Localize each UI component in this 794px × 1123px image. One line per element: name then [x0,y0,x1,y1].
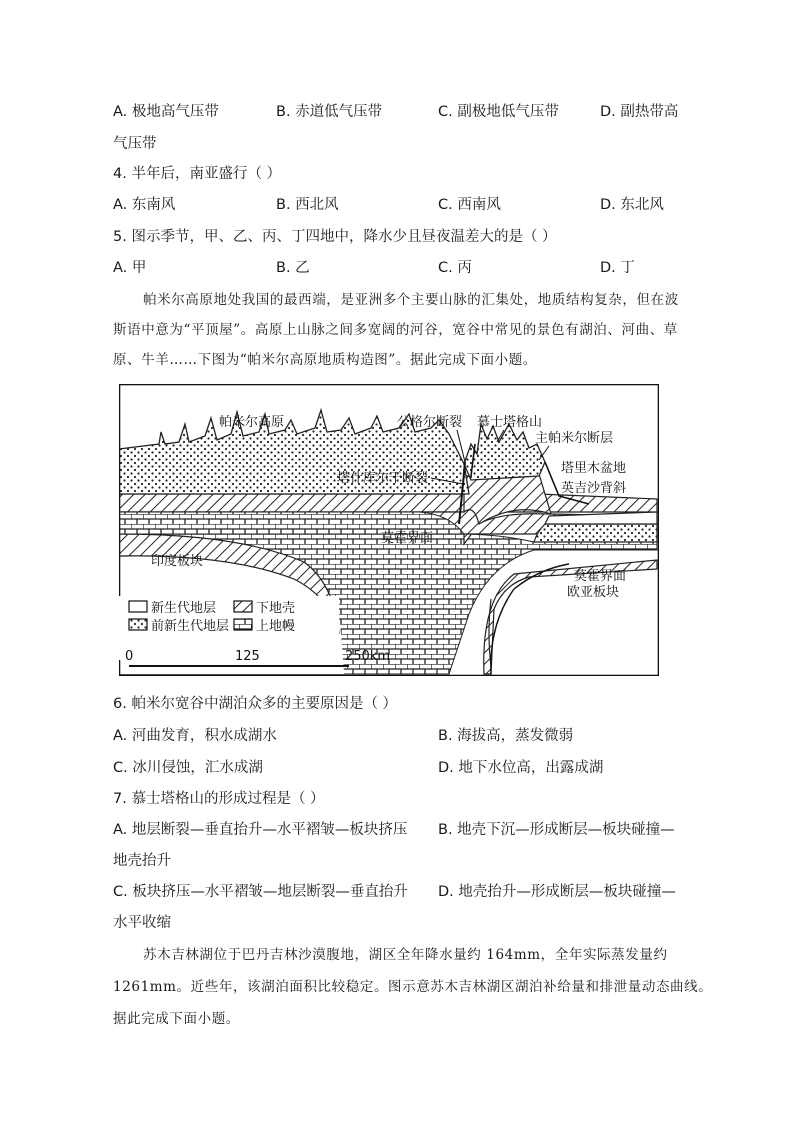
q7-option-b[interactable]: B. 地壳下沉—形成断层—板块碰撞— [438,822,675,838]
label-yingjisha: 英吉沙背斜 [561,481,627,496]
pamir-geology-figure [119,384,659,676]
q4-option-b[interactable]: B. 西北风 [276,197,339,213]
label-moho-2: 莫霍界面 [574,569,627,584]
passage1-line-3: 原、牛羊……下图为“帕米尔高原地质构造图”。据此完成下面小题。 [113,352,537,368]
q7-wrap-a: 地壳抬升 [113,853,171,869]
passage2-line-3: 据此完成下面小题。 [113,1011,240,1027]
q6-option-d[interactable]: D. 地下水位高，出露成湖 [438,760,604,776]
passage2-line-2: 1261mm。近些年，该湖泊面积比较稳定。图示意苏木吉林湖区湖泊补给量和排泄量动态曲线。 [113,979,713,995]
q5-option-b[interactable]: B. 乙 [276,260,310,276]
q4-option-c[interactable]: C. 西南风 [438,197,501,213]
scale-tick-0: 0 [125,649,134,664]
label-main-pamir-fault: 主帕米尔断层 [535,431,614,446]
scale-tick-125: 125 [235,649,260,664]
q3-option-d[interactable]: D. 副热带高 [600,104,679,120]
q7-wrap-c: 水平收缩 [113,915,171,931]
q7-option-d[interactable]: D. 地壳抬升—形成断层—板块碰撞— [438,884,676,900]
q7-option-a[interactable]: A. 地层断裂—垂直抬升—水平褶皱—板块挤压 [113,822,408,838]
label-gongger-fault: 公格尔断裂 [397,415,463,430]
q3-option-c[interactable]: C. 副极地低气压带 [438,104,559,120]
q7-stem: 7. 慕士塔格山的形成过程是（ ） [113,791,325,807]
label-moho-1: 莫霍界面 [381,531,434,546]
q4-option-d[interactable]: D. 东北风 [600,197,664,213]
q6-option-c[interactable]: C. 冰川侵蚀，汇水成湖 [113,760,263,776]
q3-option-d-wrap: 气压带 [113,136,157,152]
label-eurasia-plate: 欧亚板块 [567,585,620,600]
legend-cenozoic: 新生代地层 [151,601,217,616]
q5-stem: 5. 图示季节，甲、乙、丙、丁四地中，降水少且昼夜温差大的是（ ） [113,229,557,245]
q3-option-a[interactable]: A. 极地高气压带 [113,104,219,120]
legend-upper-mantle: 上地幔 [256,619,296,634]
legend-lower-crust: 下地壳 [256,601,296,616]
passage1-line-2: 斯语中意为“平顶屋”。高原上山脉之间多宽阔的河谷，宽谷中常见的景色有湖泊、河曲、草 [113,322,678,338]
q4-option-a[interactable]: A. 东南风 [113,197,176,213]
q6-stem: 6. 帕米尔宽谷中湖泊众多的主要原因是（ ） [113,696,398,712]
q3-option-b[interactable]: B. 赤道低气压带 [276,104,383,120]
label-india-plate: 印度板块 [151,554,204,569]
label-tarim-basin: 塔里木盆地 [561,461,627,476]
q6-option-b[interactable]: B. 海拔高，蒸发微弱 [438,728,574,744]
label-tashkurgan-fault: 塔什库尔干断裂 [337,471,429,486]
q5-option-d[interactable]: D. 丁 [600,260,635,276]
q6-option-a[interactable]: A. 河曲发育，积水成湖水 [113,728,277,744]
q7-option-c[interactable]: C. 板块挤压—水平褶皱—地层断裂—垂直抬升 [113,884,408,900]
passage2-line-1: 苏木吉林湖位于巴丹吉林沙漠腹地，湖区全年降水量约 164mm，全年实际蒸发量约 [143,947,668,963]
passage1-line-1: 帕米尔高原地处我国的最西端，是亚洲多个主要山脉的汇集处，地质结构复杂，但在波 [143,292,679,308]
legend-pre-cenozoic: 前新生代地层 [151,619,230,634]
label-muztagh: 慕士塔格山 [477,415,543,430]
q5-option-a[interactable]: A. 甲 [113,260,147,276]
scale-tick-250: 250km [345,649,391,664]
label-pamir-plateau: 帕米尔高原 [219,415,285,430]
q4-stem: 4. 半年后，南亚盛行（ ） [113,166,282,182]
q5-option-c[interactable]: C. 丙 [438,260,472,276]
